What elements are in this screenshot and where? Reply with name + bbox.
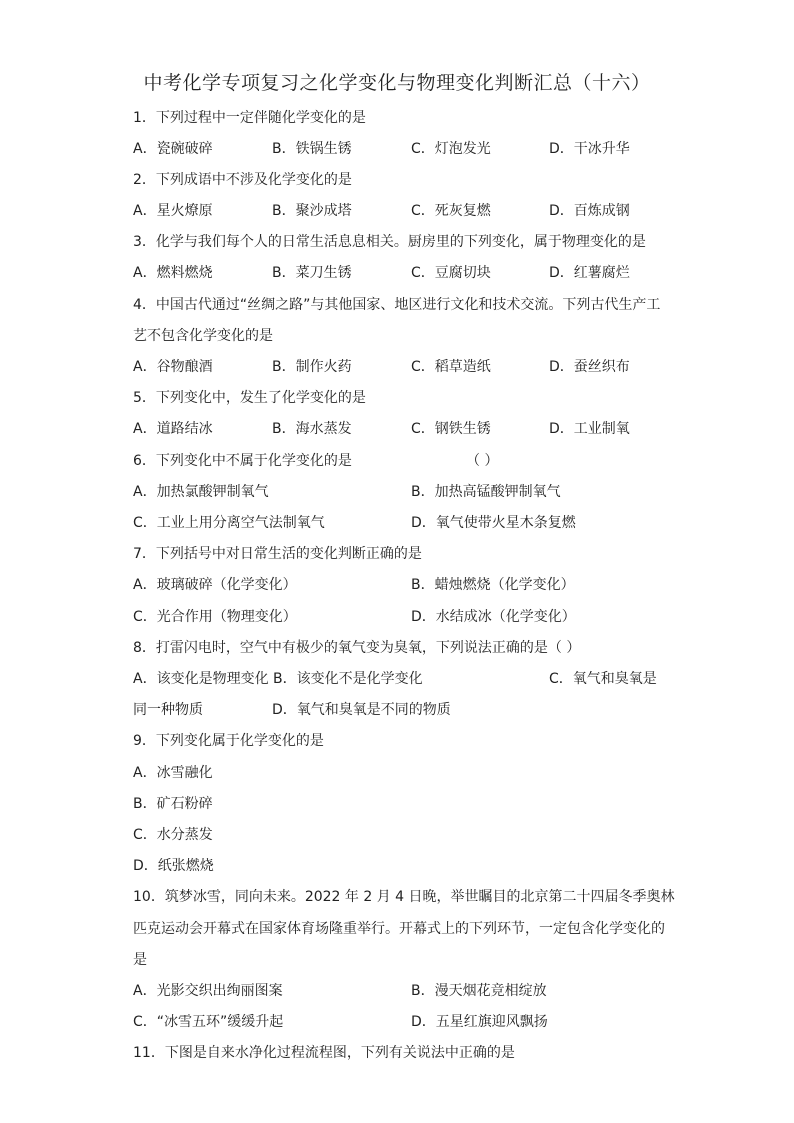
question-5-stem: 5．下列变化中，发生了化学变化的是 [133,390,366,406]
option-b: B．聚沙成塔 [272,203,352,219]
option-b: B．加热高锰酸钾制氧气 [411,484,561,500]
option-d: D．氧气使带火星木条复燃 [411,515,576,531]
question-1-options [133,139,693,159]
option-c: C．豆腐切块 [411,265,491,281]
option-c: C．水分蒸发 [133,827,213,843]
question-10-options-row-2 [133,1012,693,1032]
question-8-stem: 8．打雷闪电时，空气中有极少的氧气变为臭氧，下列说法正确的是（ ） [133,640,581,656]
answer-parenthesis: （ ） [466,453,499,469]
question-10-options-row-1 [133,981,693,1001]
option-d: D．五星红旗迎风飘扬 [411,1014,548,1030]
question-8-options-row-2 [133,700,693,720]
option-a: A．瓷碗破碎 [133,141,213,157]
option-b: B．矿石粉碎 [133,796,213,812]
option-a: A．星火燎原 [133,203,213,219]
question-9-stem: 9．下列变化属于化学变化的是 [133,733,324,749]
option-b: B．铁锅生锈 [272,141,352,157]
question-10-stem-line-1: 10．筑梦冰雪，同向未来。2022 年 2 月 4 日晚，举世瞩目的北京第二十四届冬季奥林 [133,889,675,905]
option-c-continued: 同一种物质 [133,702,203,718]
question-10-stem-line-3: 是 [133,952,147,968]
option-c: C．稻草造纸 [411,359,491,375]
option-c: C．钢铁生锈 [411,421,491,437]
option-c: C．氧气和臭氧是 [549,671,657,687]
option-a: A．道路结冰 [133,421,213,437]
question-10-stem-line-2: 匹克运动会开幕式在国家体育场隆重举行。开幕式上的下列环节，一定包含化学变化的 [133,921,665,937]
option-a: A．加热氯酸钾制氧气 [133,484,269,500]
option-d: D．红薯腐烂 [549,265,630,281]
option-b: B．漫天烟花竞相绽放 [411,983,547,999]
option-b: B．制作火药 [272,359,352,375]
question-3-options [133,263,693,283]
option-d: D．干冰升华 [549,141,630,157]
option-a: A．玻璃破碎（化学变化） [133,577,297,593]
option-c: C．光合作用（物理变化） [133,609,297,625]
question-8-options-row-1 [133,669,693,689]
question-4-stem-line-2: 艺不包含化学变化的是 [133,328,273,344]
question-2-stem: 2．下列成语中不涉及化学变化的是 [133,172,352,188]
option-c: C．死灰复燃 [411,203,491,219]
option-a: A．燃料燃烧 [133,265,213,281]
question-7-options-row-1 [133,575,693,595]
option-b: B．海水蒸发 [272,421,352,437]
option-d: D．纸张燃烧 [133,858,214,874]
question-4-stem-line-1: 4．中国古代通过“丝绸之路”与其他国家、地区进行文化和技术交流。下列古代生产工 [133,297,661,313]
option-b: B．蜡烛燃烧（化学变化） [411,577,575,593]
question-7-stem: 7．下列括号中对日常生活的变化判断正确的是 [133,546,422,562]
question-7-options-row-2 [133,607,693,627]
option-c: C．灯泡发光 [411,141,491,157]
question-5-options [133,419,693,439]
question-2-options [133,201,693,221]
option-b: B．菜刀生锈 [272,265,352,281]
question-11-stem: 11．下图是自来水净化过程流程图，下列有关说法中正确的是 [133,1045,515,1061]
option-a: A．谷物酿酒 [133,359,213,375]
option-d: D．氧气和臭氧是不同的物质 [272,702,451,718]
question-4-options [133,357,693,377]
option-d: D．水结成冰（化学变化） [411,609,576,625]
question-6-stem: 6．下列变化中不属于化学变化的是 [133,453,352,469]
option-a-b: A．该变化是物理变化 B．该变化不是化学变化 [133,671,423,687]
question-6-options-row-2 [133,513,693,533]
question-1-stem: 1．下列过程中一定伴随化学变化的是 [133,110,366,126]
question-3-stem: 3．化学与我们每个人的日常生活息息相关。厨房里的下列变化，属于物理变化的是 [133,234,646,250]
option-a: A．冰雪融化 [133,765,213,781]
option-a: A．光影交织出绚丽图案 [133,983,283,999]
option-c: C．工业上用分离空气法制氧气 [133,515,325,531]
page-title: 中考化学专项复习之化学变化与物理变化判断汇总（十六） [143,72,651,94]
option-d: D．蚕丝织布 [549,359,630,375]
question-6-options-row-1 [133,482,693,502]
option-d: D．百炼成钢 [549,203,630,219]
option-d: D．工业制氧 [549,421,630,437]
option-c: C．“冰雪五环”缓缓升起 [133,1014,284,1030]
